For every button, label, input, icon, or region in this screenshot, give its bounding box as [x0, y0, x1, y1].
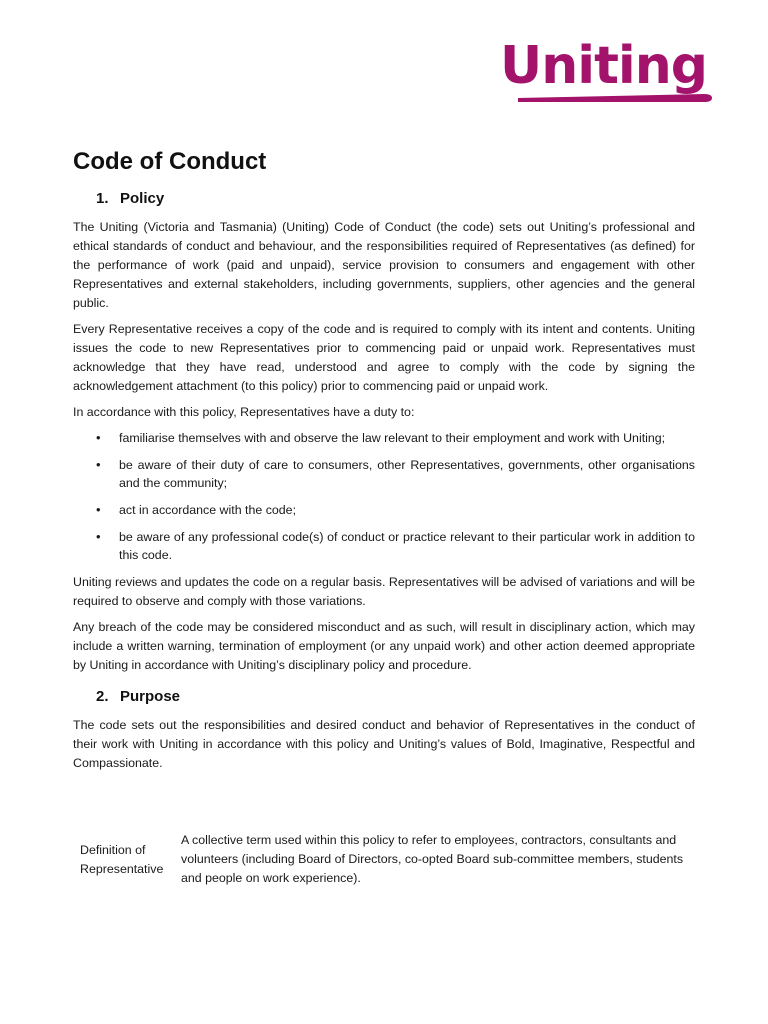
bullet-icon: • — [96, 457, 101, 472]
definition-term: Definition of Representative — [80, 843, 164, 876]
list-item — [73, 501, 695, 519]
bullet-icon: • — [96, 502, 101, 517]
uniting-logo — [500, 36, 715, 108]
policy-paragraph-4: Uniting reviews and updates the code on a regular basis. Representatives will be advised of variations and will be required to observe and comply with those variations. — [73, 575, 695, 608]
purpose-paragraph-1: The code sets out the responsibilities and desired conduct and behavior of Representatives in the conduct of their work with Uniting in accordance with this policy and Uniting’s values of Bold, Imaginative, Respectful and Compassionate. — [73, 718, 695, 770]
policy-paragraph-1: The Uniting (Victoria and Tasmania) (Uniting) Code of Conduct (the code) sets out Uniting’s professional and ethical standards of conduct and behaviour, and the responsibilities required of Representatives (as defined) for the performance of work (paid and unpaid), service provision to consumers and engagement with other Representatives and external stakeholders, including governments, suppliers, other agencies and the general public. — [73, 220, 695, 310]
section-number: 1. — [96, 190, 109, 207]
definition-description: A collective term used within this policy to refer to employees, contractors, consultants and volunteers (including Board of Directors, co-opted Board sub-committee members, students and people on work experience). — [181, 833, 684, 885]
logo-swoosh-icon — [516, 92, 716, 106]
policy-paragraph-2: Every Representative receives a copy of the code and is required to comply with its intent and contents. Uniting issues the code to new Representatives prior to commencing paid or unpaid work. Representatives must acknowledge that they have read, understood and agree to comply with the code by signing the acknowledgement attachment (to this policy) prior to commencing paid or unpaid work. — [73, 322, 695, 393]
bullet-icon: • — [96, 430, 101, 445]
list-item-text: familiarise themselves with and observe the law relevant to their employment and work with Uniting; — [119, 431, 666, 445]
section-title: Purpose — [120, 688, 181, 705]
bullet-icon: • — [96, 529, 101, 544]
logo-wordmark: Uniting — [500, 36, 707, 96]
section-number: 2. — [96, 688, 109, 705]
section-heading-purpose — [73, 686, 695, 708]
section-heading-policy — [73, 188, 695, 210]
policy-paragraph-3: In accordance with this policy, Representatives have a duty to: — [73, 405, 415, 419]
duty-list — [73, 429, 695, 564]
page-title: Code of Conduct — [73, 148, 267, 175]
document-body — [73, 146, 695, 780]
list-item — [73, 456, 695, 492]
list-item-text: be aware of their duty of care to consumers, other Representatives, governments, other organisations and the community; — [119, 458, 695, 490]
policy-paragraph-5: Any breach of the code may be considered misconduct and as such, will result in disciplinary action, which may include a written warning, termination of employment (or any unpaid work) and other action deemed appropriate by Uniting in accordance with Uniting’s disciplinary policy and procedure. — [73, 620, 695, 672]
list-item — [73, 528, 695, 564]
list-item-text: be aware of any professional code(s) of conduct or practice relevant to their particular work in addition to this code. — [119, 530, 695, 562]
section-title: Policy — [120, 190, 165, 207]
list-item — [73, 429, 695, 447]
list-item-text: act in accordance with the code; — [119, 503, 297, 517]
